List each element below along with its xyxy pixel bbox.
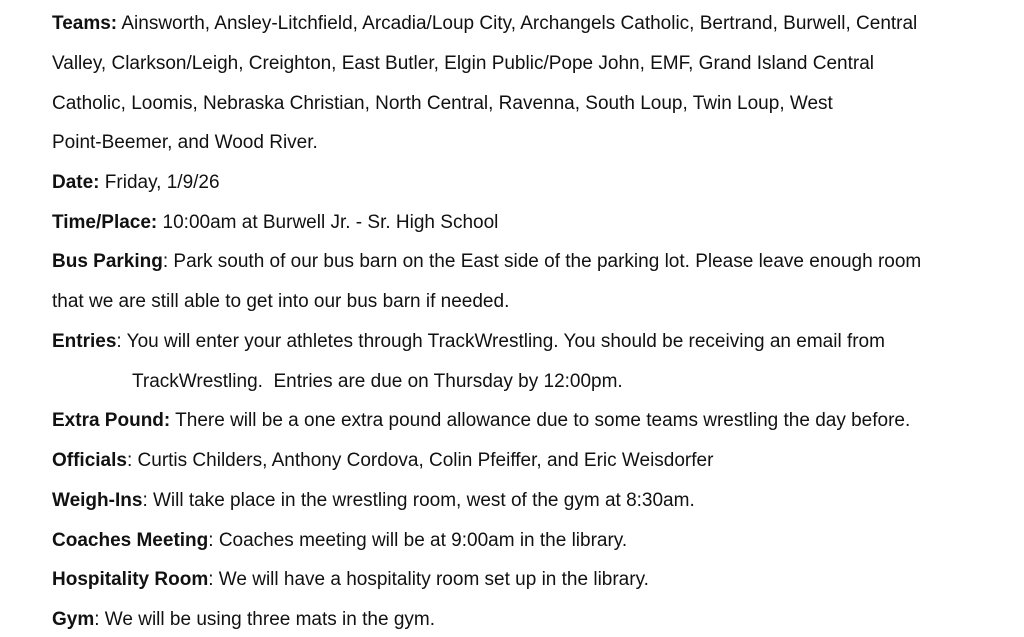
extra-pound-line [52,409,910,433]
extra-pound-value: There will be a one extra pound allowance due to some teams wrestling the day before. [170,410,911,431]
time-place-value: 10:00am at Burwell Jr. - Sr. High School [157,212,499,233]
teams-line-2: Valley, Clarkson/Leigh, Creighton, East Butler, Elgin Public/Pope John, EMF, Grand Island Central [52,53,875,74]
weigh-ins-line [52,489,695,513]
gym-label: Gym [52,609,95,630]
date-line [52,171,220,195]
coaches-meeting-label: Coaches Meeting [52,530,209,551]
extra-pound-label: Extra Pound: [52,410,171,431]
coaches-meeting-value: : Coaches meeting will be at 9:00am in the library. [208,530,628,551]
officials-line [52,449,713,473]
teams-label: Teams: [52,13,118,34]
bus-parking-line-1 [52,250,921,274]
officials-label: Officials [52,450,127,471]
entries-label: Entries [52,331,117,352]
weigh-ins-value: : Will take place in the wrestling room, west of the gym at 8:30am. [142,490,695,511]
hospitality-room-line [52,568,649,592]
teams-line-1 [52,12,917,36]
weigh-ins-label: Weigh-Ins [52,490,143,511]
time-place-label: Time/Place: [52,212,158,233]
entries-line-2: TrackWrestling. Entries are due on Thursday by 12:00pm. [132,371,623,392]
date-label: Date: [52,172,100,193]
coaches-meeting-line [52,529,627,553]
bus-parking-label: Bus Parking [52,251,163,272]
gym-value: : We will be using three mats in the gym. [94,609,435,630]
bus-parking-line-2: that we are still able to get into our bus barn if needed. [52,291,510,312]
teams-line-3: Catholic, Loomis, Nebraska Christian, North Central, Ravenna, South Loup, Twin Loup, West [52,93,833,114]
hospitality-room-label: Hospitality Room [52,569,209,590]
officials-value: : Curtis Childers, Anthony Cordova, Colin Pfeiffer, and Eric Weisdorfer [126,450,714,471]
hospitality-room-value: : We will have a hospitality room set up in the library. [208,569,649,590]
date-value: Friday, 1/9/26 [99,172,220,193]
gym-line [52,608,435,632]
bus-parking-text-1: : Park south of our bus barn on the East side of the parking lot. Please leave enough room [162,251,922,272]
entries-line-1 [52,330,885,354]
entries-text-1: : You will enter your athletes through TrackWrestling. You should be receiving an email from [116,331,885,352]
teams-text-1: Ainsworth, Ansley-Litchfield, Arcadia/Loup City, Archangels Catholic, Bertrand, Burwell, Central [117,13,918,34]
time-place-line [52,211,498,235]
teams-line-4: Point-Beemer, and Wood River. [52,132,318,153]
